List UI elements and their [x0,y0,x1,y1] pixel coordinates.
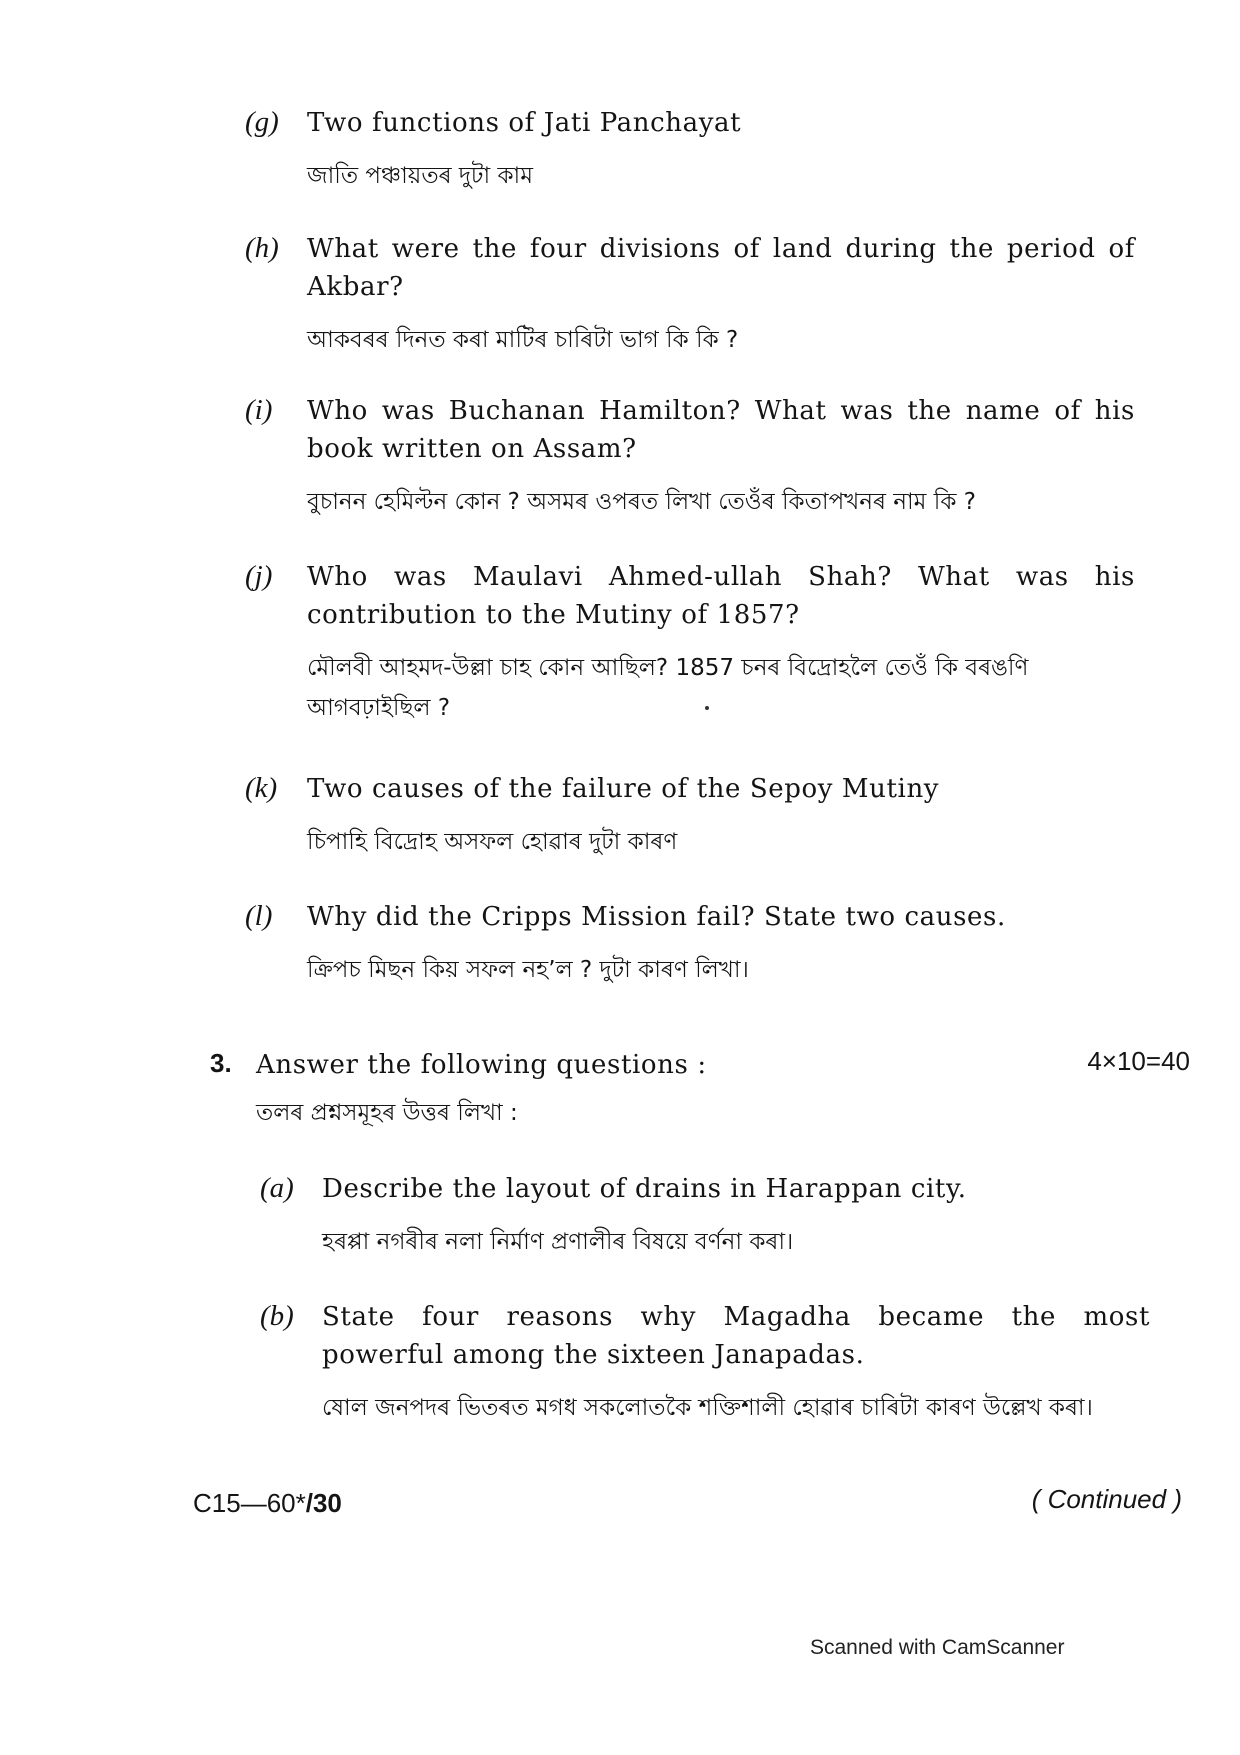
question-text-assamese: বুচানন হেমিল্টন কোন ? অসমৰ ওপৰত লিখা তেওঁৰ কিতাপখনৰ নাম কি ? [307,489,976,515]
question-letter: (h) [245,232,279,264]
question-text-assamese: হৰপ্পা নগৰীৰ নলা নিৰ্মাণ প্ৰণালীৰ বিষয়ে বৰ্ণনা কৰা। [322,1229,794,1255]
scanner-watermark: Scanned with CamScanner [810,1636,1065,1659]
question-text-english: Two functions of Jati Panchayat [307,108,742,138]
question-letter: (g) [245,106,279,138]
question-a [260,1170,1150,1262]
question-i [245,392,1135,522]
question-k [245,770,1135,862]
section-title-assamese: তলৰ প্ৰশ্নসমূহৰ উত্তৰ লিখা : [256,1100,518,1126]
question-text-assamese: আকবৰৰ দিনত কৰা মাটিৰ চাৰিটা ভাগ কি কি ? [307,327,739,353]
question-letter: (i) [245,394,273,426]
section-3-heading [210,1046,1190,1133]
paper-code [193,1488,342,1519]
question-letter: (j) [245,560,273,592]
question-letter: (a) [260,1172,294,1204]
question-text-english: Who was Buchanan Hamilton? What was the name of his book written on Assam? [307,396,1135,464]
question-text-english: Why did the Cripps Mission fail? State two causes. [307,902,1006,932]
question-text-english: Describe the layout of drains in Harappan city. [322,1174,967,1204]
question-text-assamese: ষোল জনপদৰ ভিতৰত মগধ সকলোতকৈ শক্তিশালী হোৱাৰ চাৰিটা কাৰণ উল্লেখ কৰা। [322,1395,1093,1421]
question-b [260,1298,1150,1428]
question-j [245,558,1135,728]
continued-label: ( Continued ) [1031,1484,1182,1514]
paper-code-prefix: C15—60* [193,1488,306,1518]
question-text-assamese: মৌলবী আহমদ-উল্লা চাহ কোন আছিল? 1857 চনৰ বিদ্ৰোহলৈ তেওঁ কি বৰঙণি আগবঢ়াইছিল ? [307,655,1029,721]
question-letter: (k) [245,772,278,804]
question-text-english: Two causes of the failure of the Sepoy Mutiny [307,774,940,804]
question-text-assamese: জাতি পঞ্চায়তৰ দুটা কাম [307,163,533,189]
question-h [245,230,1135,360]
section-marks: 4×10=40 [1087,1046,1190,1076]
section-number: 3. [210,1048,232,1078]
question-l [245,898,1135,990]
question-text-english: Who was Maulavi Ahmed-ullah Shah? What was his contribution to the Mutiny of 1857? [307,562,1135,630]
question-letter: (l) [245,900,273,932]
question-letter: (b) [260,1300,294,1332]
question-text-english: What were the four divisions of land during the period of Akbar? [307,234,1135,302]
question-g [245,104,1135,196]
section-title-english: Answer the following questions : [256,1050,707,1080]
question-text-english: State four reasons why Magadha became the most powerful among the sixteen Janapadas. [322,1302,1150,1370]
paper-code-suffix: /30 [305,1488,342,1518]
question-text-assamese: ক্ৰিপচ মিছন কিয় সফল নহ’ল ? দুটা কাৰণ লিখা। [307,957,749,983]
question-text-assamese: চিপাহি বিদ্ৰোহ অসফল হোৱাৰ দুটা কাৰণ [307,829,678,855]
scan-speck [705,706,709,710]
